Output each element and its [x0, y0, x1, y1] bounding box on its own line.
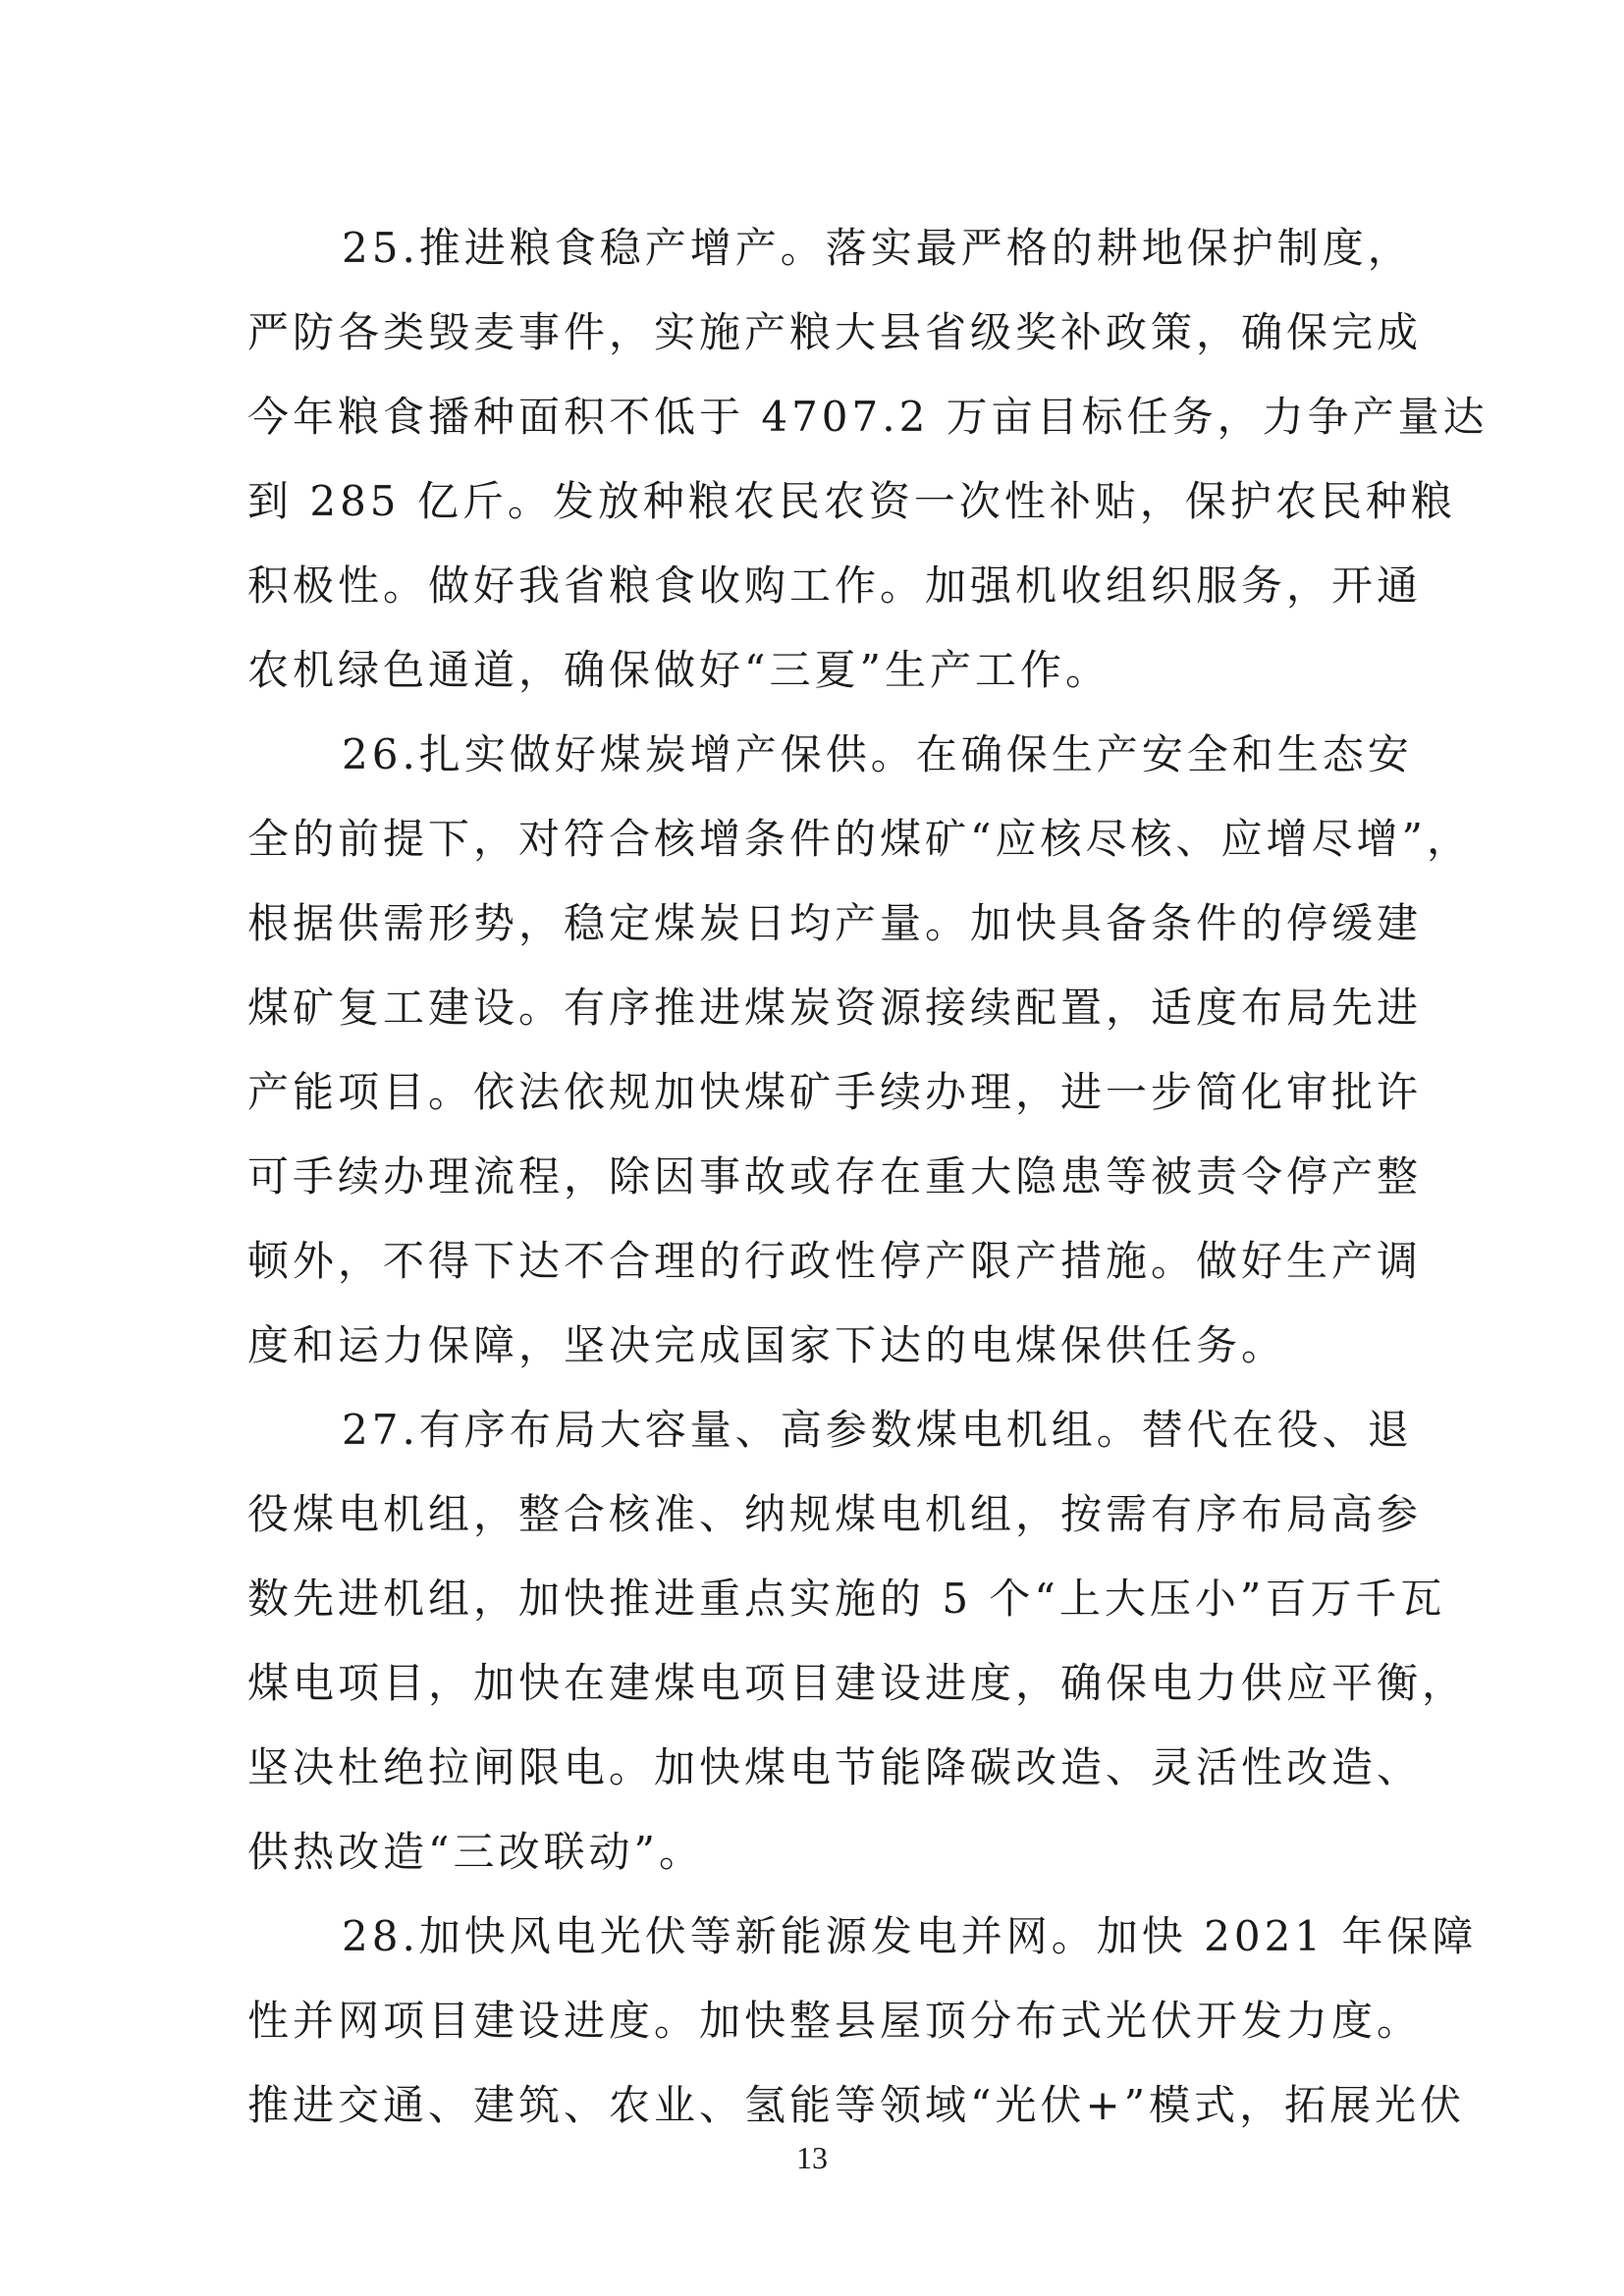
text-line: 到 285 亿斤。发放种粮农民农资一次性补贴，保护农民种粮: [247, 477, 1456, 525]
text-line: 顿外，不得下达不合理的行政性停产限产措施。做好生产调: [247, 1237, 1423, 1285]
text-line: 煤电项目，加快在建煤电项目建设进度，确保电力供应平衡，: [247, 1659, 1468, 1707]
text-line: 度和运力保障，坚决完成国家下达的电煤保供任务。: [247, 1321, 1287, 1369]
text-line: 坚决杜绝拉闸限电。加快煤电节能降碳改造、灵活性改造、: [247, 1743, 1423, 1791]
text-line: 今年粮食播种面积不低于 4707.2 万亩目标任务，力争产量达: [247, 393, 1489, 441]
text-line: 煤矿复工建设。有序推进煤炭资源接续配置，适度布局先进: [247, 984, 1423, 1032]
text-line: 供热改造“三改联动”。: [247, 1828, 704, 1876]
text-line: 28.加快风电光伏等新能源发电并网。加快 2021 年保障: [342, 1912, 1478, 1960]
text-line: 农机绿色通道，确保做好“三夏”生产工作。: [247, 646, 1110, 694]
text-line: 积极性。做好我省粮食收购工作。加强机收组织服务，开通: [247, 561, 1423, 610]
text-line: 性并网项目建设进度。加快整县屋顶分布式光伏开发力度。: [247, 1997, 1423, 2045]
document-body: [247, 206, 1489, 2148]
text-line: 推进交通、建筑、农业、氢能等领域“光伏+”模式，拓展光伏: [247, 2081, 1466, 2129]
paragraph-grain-production: [247, 206, 1489, 713]
text-line: 役煤电机组，整合核准、纳规煤电机组，按需有序布局高参: [247, 1490, 1423, 1538]
paragraph-coal-power-units: [247, 1388, 1468, 1895]
paragraph-coal-supply: [247, 713, 1472, 1388]
text-line: 全的前提下，对符合核增条件的煤矿“应核尽核、应增尽增”，: [247, 815, 1472, 863]
page-number: 13: [796, 2140, 828, 2175]
text-line: 根据供需形势，稳定煤炭日均产量。加快具备条件的停缓建: [247, 899, 1423, 947]
text-line: 27.有序布局大容量、高参数煤电机组。替代在役、退: [342, 1406, 1413, 1454]
text-line: 可手续办理流程，除因事故或存在重大隐患等被责令停产整: [247, 1152, 1423, 1201]
paragraph-new-energy: [247, 1895, 1478, 2148]
text-line: 25.推进粮食稳产增产。落实最严格的耕地保护制度，: [342, 224, 1413, 272]
text-line: 严防各类毁麦事件，实施产粮大县省级奖补政策，确保完成: [247, 308, 1423, 356]
text-line: 产能项目。依法依规加快煤矿手续办理，进一步简化审批许: [247, 1068, 1423, 1116]
text-line: 数先进机组，加快推进重点实施的 5 个“上大压小”百万千瓦: [247, 1575, 1446, 1623]
text-line: 26.扎实做好煤炭增产保供。在确保生产安全和生态安: [342, 730, 1413, 778]
